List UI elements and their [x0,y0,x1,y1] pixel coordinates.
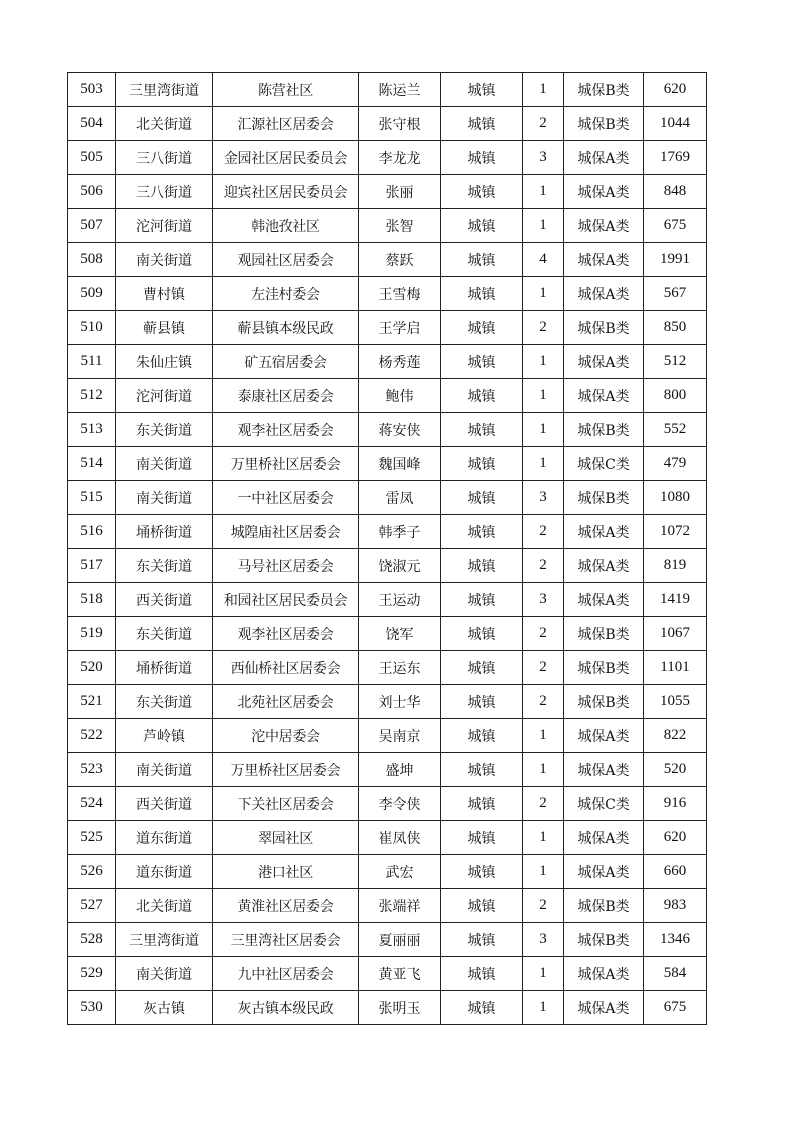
subdistrict-cell: 西关街道 [116,787,213,821]
household-type-cell: 城镇 [441,277,523,311]
community-cell: 陈营社区 [213,73,359,107]
table-row [68,753,707,787]
household-type-cell: 城镇 [441,957,523,991]
serial-number-cell: 527 [68,889,116,923]
recipient-name-cell: 王雪梅 [359,277,441,311]
serial-number-cell: 505 [68,141,116,175]
amount-cell: 552 [644,413,707,447]
community-cell: 观李社区居委会 [213,617,359,651]
household-type-cell: 城镇 [441,141,523,175]
benefit-category-cell: 城保A类 [564,957,644,991]
table-row [68,243,707,277]
amount-cell: 675 [644,991,707,1025]
amount-cell: 1072 [644,515,707,549]
subdistrict-cell: 南关街道 [116,447,213,481]
recipient-name-cell: 张明玉 [359,991,441,1025]
recipient-name-cell: 张守根 [359,107,441,141]
household-size-cell: 2 [523,311,564,345]
serial-number-cell: 528 [68,923,116,957]
benefit-category-cell: 城保C类 [564,787,644,821]
household-type-cell: 城镇 [441,345,523,379]
household-type-cell: 城镇 [441,753,523,787]
amount-cell: 983 [644,889,707,923]
subdistrict-cell: 南关街道 [116,957,213,991]
household-type-cell: 城镇 [441,447,523,481]
subdistrict-cell: 道东街道 [116,855,213,889]
amount-cell: 512 [644,345,707,379]
subdistrict-cell: 埇桥街道 [116,515,213,549]
table-row [68,73,707,107]
subdistrict-cell: 三八街道 [116,175,213,209]
serial-number-cell: 507 [68,209,116,243]
recipient-name-cell: 陈运兰 [359,73,441,107]
benefit-category-cell: 城保C类 [564,447,644,481]
benefit-category-cell: 城保A类 [564,277,644,311]
community-cell: 蕲县镇本级民政 [213,311,359,345]
community-cell: 港口社区 [213,855,359,889]
amount-cell: 1769 [644,141,707,175]
household-size-cell: 1 [523,753,564,787]
benefit-category-cell: 城保B类 [564,107,644,141]
serial-number-cell: 520 [68,651,116,685]
recipient-name-cell: 张端祥 [359,889,441,923]
benefit-category-cell: 城保A类 [564,515,644,549]
subdistrict-cell: 南关街道 [116,481,213,515]
benefit-category-cell: 城保A类 [564,379,644,413]
community-cell: 万里桥社区居委会 [213,753,359,787]
serial-number-cell: 511 [68,345,116,379]
serial-number-cell: 510 [68,311,116,345]
household-size-cell: 1 [523,73,564,107]
table-row [68,685,707,719]
table-row [68,787,707,821]
community-cell: 城隍庙社区居委会 [213,515,359,549]
community-cell: 一中社区居委会 [213,481,359,515]
community-cell: 韩池孜社区 [213,209,359,243]
household-size-cell: 1 [523,957,564,991]
benefit-category-cell: 城保B类 [564,685,644,719]
household-type-cell: 城镇 [441,617,523,651]
community-cell: 灰古镇本级民政 [213,991,359,1025]
table-row [68,311,707,345]
amount-cell: 675 [644,209,707,243]
benefit-category-cell: 城保A类 [564,583,644,617]
amount-cell: 479 [644,447,707,481]
subdistrict-cell: 三里湾街道 [116,73,213,107]
serial-number-cell: 525 [68,821,116,855]
benefit-category-cell: 城保B类 [564,413,644,447]
table-row [68,175,707,209]
subdistrict-cell: 北关街道 [116,107,213,141]
community-cell: 汇源社区居委会 [213,107,359,141]
table-row [68,821,707,855]
amount-cell: 660 [644,855,707,889]
amount-cell: 1419 [644,583,707,617]
community-cell: 三里湾社区居委会 [213,923,359,957]
community-cell: 西仙桥社区居委会 [213,651,359,685]
relief-roster-table [67,72,707,1025]
benefit-category-cell: 城保B类 [564,651,644,685]
household-type-cell: 城镇 [441,855,523,889]
subdistrict-cell: 灰古镇 [116,991,213,1025]
household-size-cell: 3 [523,923,564,957]
household-type-cell: 城镇 [441,107,523,141]
amount-cell: 1067 [644,617,707,651]
subdistrict-cell: 西关街道 [116,583,213,617]
table-row [68,617,707,651]
subdistrict-cell: 埇桥街道 [116,651,213,685]
benefit-category-cell: 城保A类 [564,821,644,855]
recipient-name-cell: 李龙龙 [359,141,441,175]
table-row [68,481,707,515]
household-type-cell: 城镇 [441,73,523,107]
recipient-name-cell: 黄亚飞 [359,957,441,991]
subdistrict-cell: 沱河街道 [116,209,213,243]
benefit-category-cell: 城保B类 [564,73,644,107]
table-row [68,345,707,379]
amount-cell: 1044 [644,107,707,141]
household-type-cell: 城镇 [441,583,523,617]
household-size-cell: 1 [523,175,564,209]
serial-number-cell: 512 [68,379,116,413]
household-type-cell: 城镇 [441,481,523,515]
community-cell: 北苑社区居委会 [213,685,359,719]
serial-number-cell: 508 [68,243,116,277]
household-size-cell: 2 [523,889,564,923]
community-cell: 万里桥社区居委会 [213,447,359,481]
household-size-cell: 1 [523,209,564,243]
amount-cell: 1346 [644,923,707,957]
serial-number-cell: 515 [68,481,116,515]
serial-number-cell: 504 [68,107,116,141]
amount-cell: 567 [644,277,707,311]
recipient-name-cell: 蔡跃 [359,243,441,277]
recipient-name-cell: 盛坤 [359,753,441,787]
subdistrict-cell: 东关街道 [116,549,213,583]
table-row [68,651,707,685]
benefit-category-cell: 城保A类 [564,991,644,1025]
community-cell: 矿五宿居委会 [213,345,359,379]
household-type-cell: 城镇 [441,889,523,923]
household-size-cell: 1 [523,345,564,379]
table-row [68,515,707,549]
subdistrict-cell: 南关街道 [116,753,213,787]
serial-number-cell: 523 [68,753,116,787]
subdistrict-cell: 东关街道 [116,685,213,719]
serial-number-cell: 509 [68,277,116,311]
community-cell: 马号社区居委会 [213,549,359,583]
table-row [68,957,707,991]
household-size-cell: 1 [523,821,564,855]
community-cell: 九中社区居委会 [213,957,359,991]
benefit-category-cell: 城保A类 [564,141,644,175]
amount-cell: 1991 [644,243,707,277]
amount-cell: 584 [644,957,707,991]
recipient-name-cell: 饶淑元 [359,549,441,583]
household-size-cell: 3 [523,481,564,515]
table-row [68,277,707,311]
recipient-name-cell: 李令侠 [359,787,441,821]
recipient-name-cell: 王学启 [359,311,441,345]
table-row [68,379,707,413]
household-type-cell: 城镇 [441,651,523,685]
serial-number-cell: 514 [68,447,116,481]
amount-cell: 1080 [644,481,707,515]
subdistrict-cell: 蕲县镇 [116,311,213,345]
community-cell: 黄淮社区居委会 [213,889,359,923]
household-type-cell: 城镇 [441,515,523,549]
benefit-category-cell: 城保B类 [564,311,644,345]
household-type-cell: 城镇 [441,209,523,243]
household-type-cell: 城镇 [441,719,523,753]
amount-cell: 848 [644,175,707,209]
amount-cell: 620 [644,73,707,107]
subdistrict-cell: 南关街道 [116,243,213,277]
serial-number-cell: 526 [68,855,116,889]
recipient-name-cell: 崔凤侠 [359,821,441,855]
household-size-cell: 1 [523,447,564,481]
subdistrict-cell: 三里湾街道 [116,923,213,957]
recipient-name-cell: 刘士华 [359,685,441,719]
household-size-cell: 2 [523,651,564,685]
household-type-cell: 城镇 [441,549,523,583]
table-row [68,413,707,447]
household-type-cell: 城镇 [441,413,523,447]
recipient-name-cell: 王运动 [359,583,441,617]
benefit-category-cell: 城保A类 [564,175,644,209]
serial-number-cell: 522 [68,719,116,753]
household-size-cell: 1 [523,991,564,1025]
household-size-cell: 2 [523,685,564,719]
household-type-cell: 城镇 [441,175,523,209]
household-size-cell: 2 [523,617,564,651]
recipient-name-cell: 夏丽丽 [359,923,441,957]
recipient-name-cell: 魏国峰 [359,447,441,481]
subdistrict-cell: 东关街道 [116,617,213,651]
serial-number-cell: 519 [68,617,116,651]
serial-number-cell: 516 [68,515,116,549]
recipient-name-cell: 张丽 [359,175,441,209]
community-cell: 翠园社区 [213,821,359,855]
recipient-name-cell: 雷凤 [359,481,441,515]
table-body [68,73,707,1025]
recipient-name-cell: 饶军 [359,617,441,651]
recipient-name-cell: 吴南京 [359,719,441,753]
benefit-category-cell: 城保B类 [564,923,644,957]
table-row [68,855,707,889]
recipient-name-cell: 鲍伟 [359,379,441,413]
serial-number-cell: 529 [68,957,116,991]
household-type-cell: 城镇 [441,311,523,345]
household-size-cell: 2 [523,515,564,549]
household-type-cell: 城镇 [441,923,523,957]
subdistrict-cell: 沱河街道 [116,379,213,413]
household-size-cell: 1 [523,413,564,447]
table-row [68,107,707,141]
amount-cell: 1101 [644,651,707,685]
table-row [68,991,707,1025]
subdistrict-cell: 芦岭镇 [116,719,213,753]
recipient-name-cell: 韩季子 [359,515,441,549]
benefit-category-cell: 城保A类 [564,753,644,787]
serial-number-cell: 517 [68,549,116,583]
household-size-cell: 4 [523,243,564,277]
community-cell: 和园社区居民委员会 [213,583,359,617]
amount-cell: 800 [644,379,707,413]
household-type-cell: 城镇 [441,991,523,1025]
subdistrict-cell: 东关街道 [116,413,213,447]
table-row [68,923,707,957]
household-size-cell: 2 [523,787,564,821]
community-cell: 左洼村委会 [213,277,359,311]
benefit-category-cell: 城保B类 [564,617,644,651]
recipient-name-cell: 张智 [359,209,441,243]
amount-cell: 520 [644,753,707,787]
table-row [68,889,707,923]
community-cell: 观园社区居委会 [213,243,359,277]
subdistrict-cell: 曹村镇 [116,277,213,311]
benefit-category-cell: 城保A类 [564,209,644,243]
community-cell: 观李社区居委会 [213,413,359,447]
table-row [68,447,707,481]
amount-cell: 850 [644,311,707,345]
subdistrict-cell: 道东街道 [116,821,213,855]
household-size-cell: 2 [523,549,564,583]
recipient-name-cell: 武宏 [359,855,441,889]
table-row [68,549,707,583]
amount-cell: 1055 [644,685,707,719]
benefit-category-cell: 城保A类 [564,243,644,277]
serial-number-cell: 521 [68,685,116,719]
benefit-category-cell: 城保B类 [564,481,644,515]
recipient-name-cell: 杨秀莲 [359,345,441,379]
serial-number-cell: 524 [68,787,116,821]
serial-number-cell: 518 [68,583,116,617]
household-size-cell: 2 [523,107,564,141]
household-size-cell: 1 [523,379,564,413]
household-size-cell: 1 [523,855,564,889]
community-cell: 金园社区居民委员会 [213,141,359,175]
community-cell: 沱中居委会 [213,719,359,753]
household-type-cell: 城镇 [441,379,523,413]
subdistrict-cell: 三八街道 [116,141,213,175]
benefit-category-cell: 城保A类 [564,719,644,753]
amount-cell: 620 [644,821,707,855]
table-row [68,141,707,175]
subdistrict-cell: 北关街道 [116,889,213,923]
amount-cell: 916 [644,787,707,821]
household-type-cell: 城镇 [441,787,523,821]
benefit-category-cell: 城保B类 [564,889,644,923]
table-row [68,719,707,753]
table-row [68,583,707,617]
subdistrict-cell: 朱仙庄镇 [116,345,213,379]
household-type-cell: 城镇 [441,243,523,277]
table-row [68,209,707,243]
amount-cell: 819 [644,549,707,583]
benefit-category-cell: 城保A类 [564,345,644,379]
serial-number-cell: 503 [68,73,116,107]
community-cell: 迎宾社区居民委员会 [213,175,359,209]
benefit-category-cell: 城保A类 [564,855,644,889]
household-size-cell: 3 [523,141,564,175]
household-size-cell: 1 [523,277,564,311]
community-cell: 泰康社区居委会 [213,379,359,413]
serial-number-cell: 506 [68,175,116,209]
recipient-name-cell: 蒋安侠 [359,413,441,447]
household-size-cell: 1 [523,719,564,753]
community-cell: 下关社区居委会 [213,787,359,821]
serial-number-cell: 530 [68,991,116,1025]
benefit-category-cell: 城保A类 [564,549,644,583]
household-type-cell: 城镇 [441,685,523,719]
household-type-cell: 城镇 [441,821,523,855]
amount-cell: 822 [644,719,707,753]
recipient-name-cell: 王运东 [359,651,441,685]
household-size-cell: 3 [523,583,564,617]
serial-number-cell: 513 [68,413,116,447]
